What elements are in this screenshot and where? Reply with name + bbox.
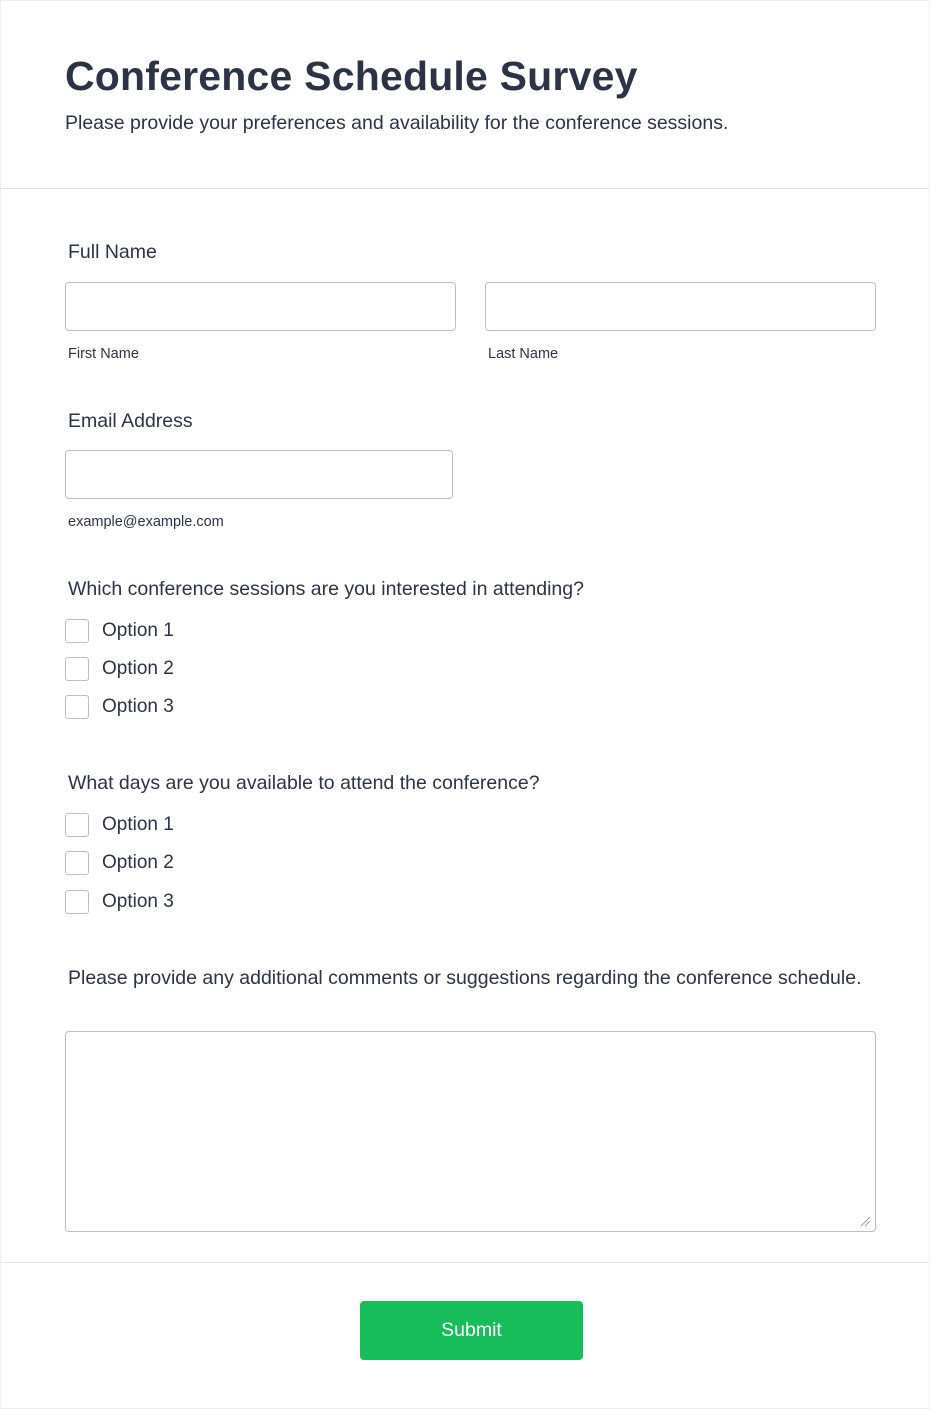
submit-button[interactable]: Submit	[360, 1301, 583, 1360]
sessions-option-1[interactable]	[65, 619, 174, 643]
form-header	[1, 1, 929, 189]
page-subtitle: Please provide your preferences and availability for the conference sessions.	[65, 112, 729, 134]
sessions-option-1-label[interactable]: Option 1	[102, 620, 174, 641]
days-question: What days are you available to attend the conference?	[68, 772, 540, 794]
days-option-1[interactable]	[65, 813, 174, 837]
footer-divider	[1, 1262, 929, 1263]
days-option-2-checkbox[interactable]	[65, 851, 89, 875]
email-input[interactable]	[65, 450, 453, 499]
sessions-option-2-checkbox[interactable]	[65, 657, 89, 681]
days-option-3-checkbox[interactable]	[65, 890, 89, 914]
last-name-input[interactable]	[485, 282, 876, 331]
days-option-2[interactable]	[65, 851, 174, 875]
sessions-option-2-label[interactable]: Option 2	[102, 658, 174, 679]
days-option-2-label[interactable]: Option 2	[102, 852, 174, 873]
sessions-option-3-checkbox[interactable]	[65, 695, 89, 719]
comments-question: Please provide any additional comments or suggestions regarding the conference schedule.	[68, 967, 862, 989]
days-option-3-label[interactable]: Option 3	[102, 891, 174, 912]
days-option-3[interactable]	[65, 890, 174, 914]
page-title: Conference Schedule Survey	[65, 53, 638, 99]
days-option-1-label[interactable]: Option 1	[102, 814, 174, 835]
sessions-question: Which conference sessions are you interested in attending?	[68, 578, 584, 600]
full-name-label: Full Name	[68, 241, 157, 263]
sessions-option-1-checkbox[interactable]	[65, 619, 89, 643]
first-name-sublabel: First Name	[68, 346, 139, 362]
sessions-option-3-label[interactable]: Option 3	[102, 696, 174, 717]
sessions-option-2[interactable]	[65, 657, 174, 681]
last-name-sublabel: Last Name	[488, 346, 559, 362]
comments-textarea[interactable]	[65, 1031, 876, 1232]
email-sublabel: example@example.com	[68, 514, 224, 530]
first-name-input[interactable]	[65, 282, 456, 331]
email-label: Email Address	[68, 410, 193, 432]
sessions-option-3[interactable]	[65, 695, 174, 719]
resize-grip-icon[interactable]	[859, 1215, 871, 1227]
days-option-1-checkbox[interactable]	[65, 813, 89, 837]
